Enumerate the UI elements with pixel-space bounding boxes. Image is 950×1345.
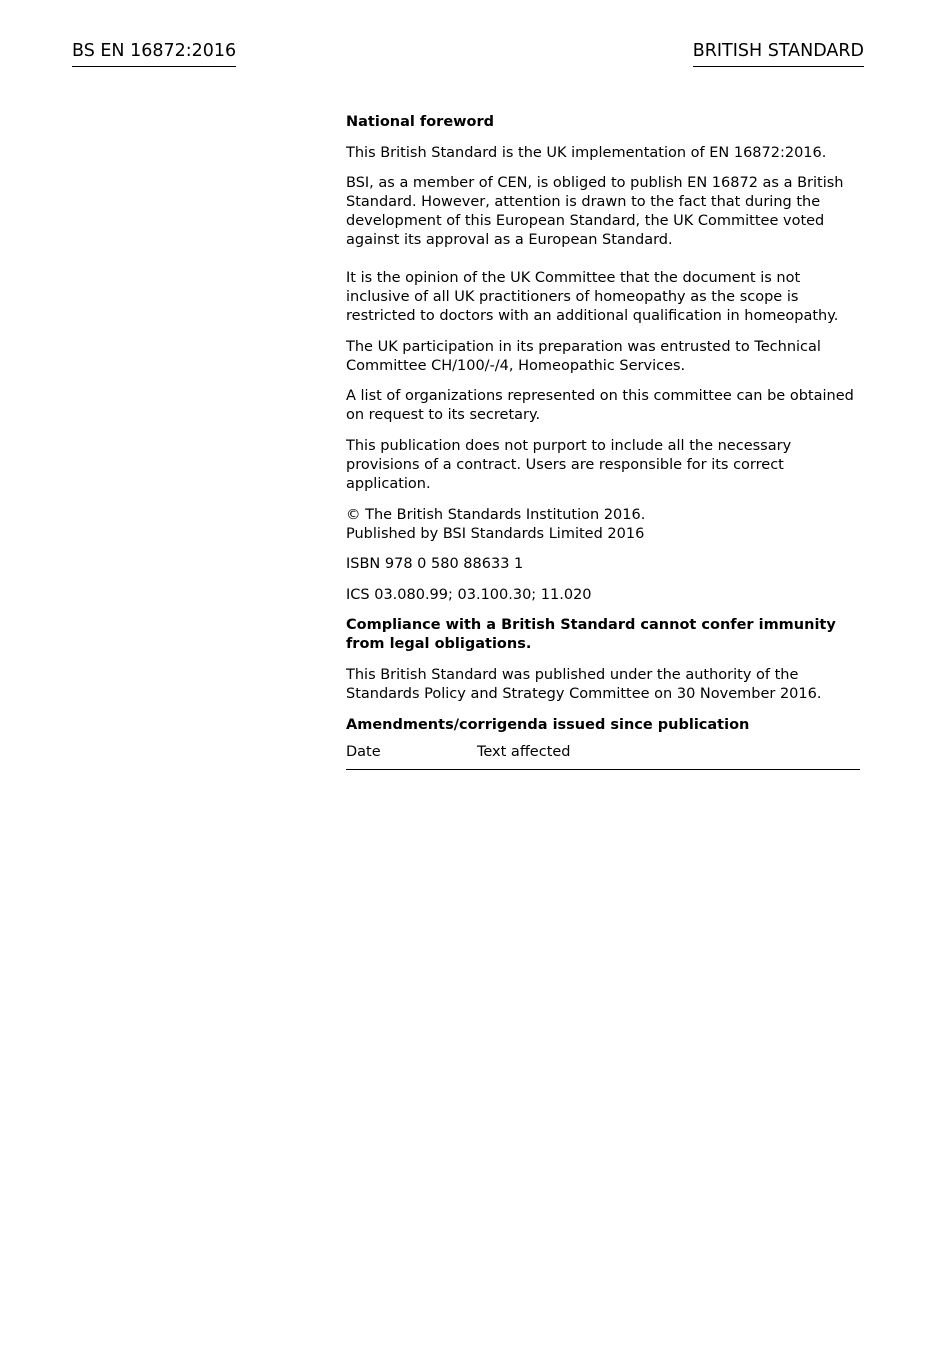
amendments-column-text-affected: Text affected — [477, 744, 571, 760]
copyright-line: © The British Standards Institution 2016. — [346, 507, 646, 523]
amendments-table — [346, 743, 860, 770]
foreword-paragraph: The UK participation in its preparation was entrusted to Technical Committee CH/100/-/4, Homeopathic Services. — [346, 339, 821, 374]
foreword-paragraph: This British Standard is the UK implementation of EN 16872:2016. — [346, 145, 827, 161]
national-foreword — [346, 113, 866, 770]
amendments-title: Amendments/corrigenda issued since publication — [346, 717, 750, 733]
authority-statement: This British Standard was published under the authority of the Standards Policy and Strategy Committee on 30 November 2016. — [346, 667, 822, 702]
foreword-paragraph: This publication does not purport to include all the necessary provisions of a contract. Users are responsible for its correct application. — [346, 438, 792, 492]
foreword-paragraph: A list of organizations represented on this committee can be obtained on request to its secretary. — [346, 388, 854, 423]
foreword-paragraph: It is the opinion of the UK Committee that the document is not inclusive of all UK practitioners of homeopathy as the scope is restricted to doctors with an additional qualification in homeopathy. — [346, 270, 839, 324]
isbn: ISBN 978 0 580 88633 1 — [346, 556, 524, 572]
compliance-notice: Compliance with a British Standard cannot confer immunity from legal obligations. — [346, 617, 836, 652]
foreword-title: National foreword — [346, 114, 495, 130]
foreword-paragraph: BSI, as a member of CEN, is obliged to publish EN 16872 as a British Standard. However, attention is drawn to the fact that during the development of this European Standard, the UK Committee voted against its approval as a European Standard. — [346, 175, 844, 248]
publisher-line: Published by BSI Standards Limited 2016 — [346, 526, 645, 542]
document-type: BRITISH STANDARD — [693, 40, 864, 67]
ics-codes: ICS 03.080.99; 03.100.30; 11.020 — [346, 587, 592, 603]
amendments-column-date: Date — [346, 744, 381, 760]
document-number: BS EN 16872:2016 — [72, 40, 236, 67]
